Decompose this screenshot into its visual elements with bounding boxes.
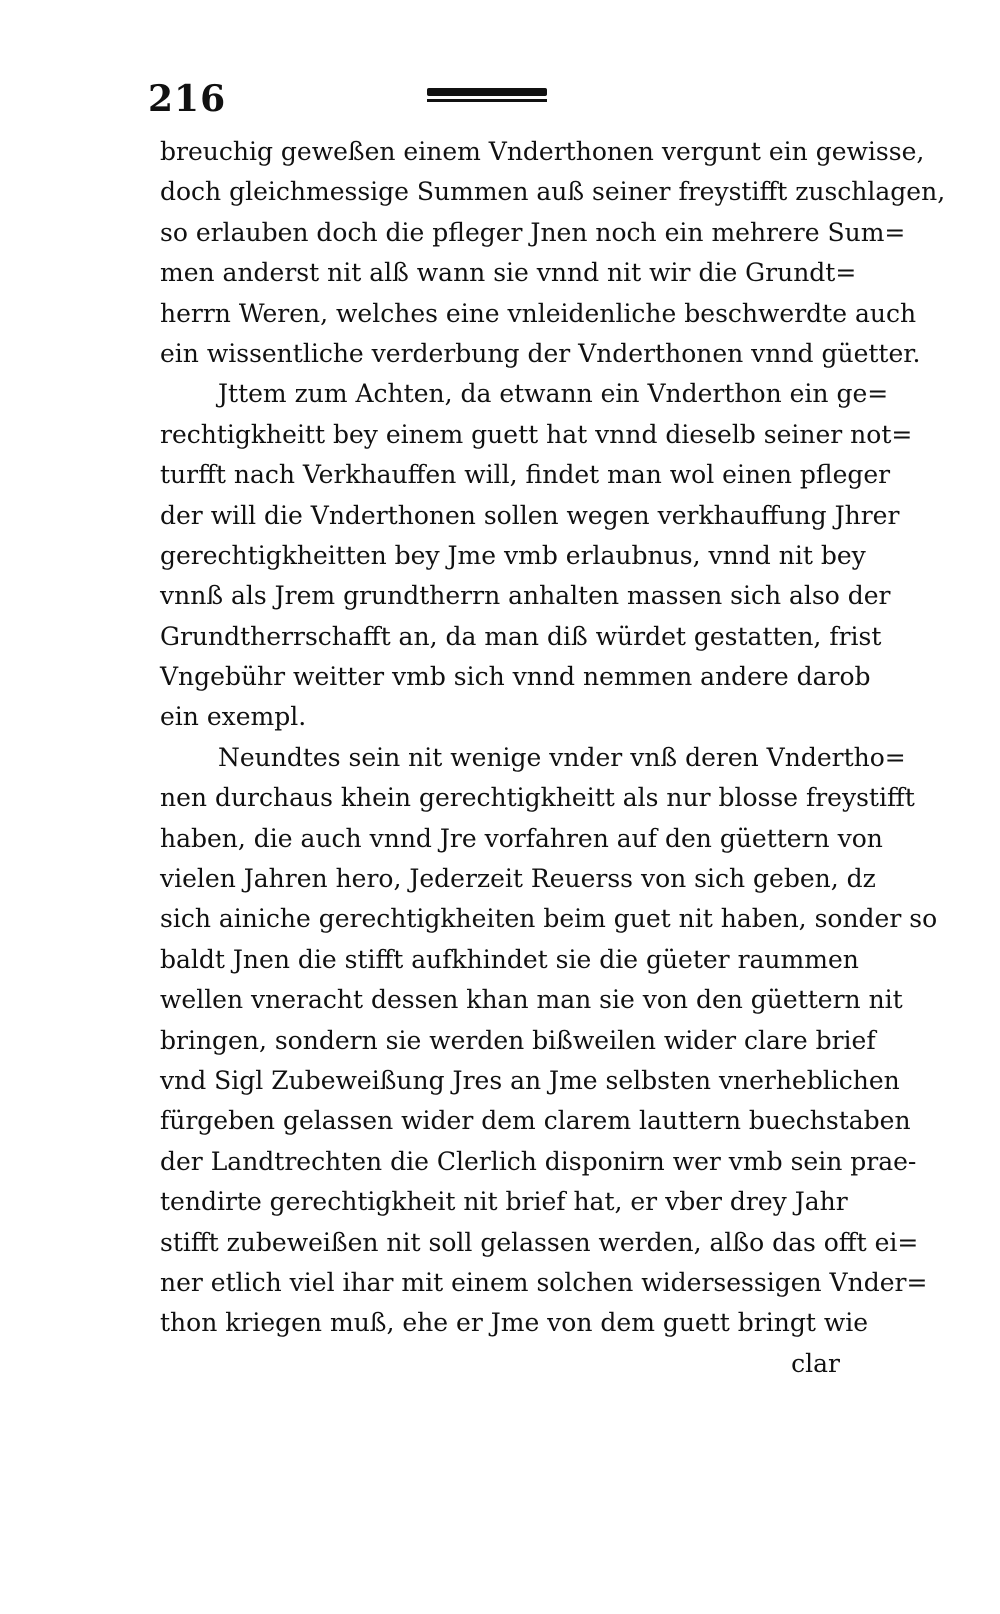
text-line: vnnß als Jrem grundtherrn anhalten massen sich also der [160, 581, 891, 611]
text-line: baldt Jnen die stifft aufkhindet sie die güeter raummen [160, 944, 859, 974]
text-line: tendirte gerechtigkheit nit brief hat, er vber drey Jahr [160, 1187, 848, 1217]
text-line: doch gleichmessige Summen auß seiner freystifft zuschlagen, [160, 177, 946, 207]
text-line: ner etlich viel ihar mit einem solchen widersessigen Vnder= [160, 1267, 928, 1297]
paragraph-start-line: Neundtes sein nit wenige vnder vnß deren Vndertho= [218, 742, 906, 772]
text-line: breuchig geweßen einem Vnderthonen vergunt ein gewisse, [160, 137, 925, 166]
text-line: haben, die auch vnnd Jre vorfahren auf den güettern von [160, 823, 883, 853]
text-line: men anderst nit alß wann sie vnnd nit wir die Grundt= [160, 258, 857, 288]
text-line: turfft nach Verkhauffen will, findet man wol einen pfleger [160, 460, 891, 490]
text-line: sich ainiche gerechtigkheiten beim guet nit haben, sonder so [160, 904, 938, 934]
text-line: fürgeben gelassen wider dem clarem lauttern buechstaben [160, 1106, 911, 1136]
text-line: gerechtigkheitten bey Jme vmb erlaubnus, vnnd nit bey [160, 540, 866, 570]
text-line: vielen Jahren hero, Jederzeit Reuerss von sich geben, dz [160, 864, 876, 894]
text-line: vnd Sigl Zubeweißung Jres an Jme selbsten vnerheblichen [160, 1065, 900, 1095]
text-line: so erlauben doch die pfleger Jnen noch ein mehrere Sum= [160, 217, 906, 247]
text-line: rechtigkheitt bey einem guett hat vnnd dieselb seiner not= [160, 419, 913, 449]
body-text [160, 132, 946, 1384]
text-line: der Landtrechten die Clerlich disponirn wer vmb sein prae- [160, 1146, 917, 1176]
catchword: clar [791, 1348, 840, 1378]
paragraph-start-line: Jttem zum Achten, da etwann ein Vnderthon ein ge= [218, 379, 889, 409]
text-line: ein wissentliche verderbung der Vnderthonen vnnd güetter. [160, 338, 921, 368]
text-line: Grundtherrschafft an, da man diß würdet gestatten, frist [160, 621, 882, 651]
paragraph-end-line: ein exempl. [160, 702, 307, 732]
header-ornament-rule [427, 88, 547, 104]
text-line: bringen, sondern sie werden bißweilen wider clare brief [160, 1025, 876, 1055]
text-line: Vngebühr weitter vmb sich vnnd nemmen andere darob [160, 662, 871, 692]
text-line: herrn Weren, welches eine vnleidenliche beschwerdte auch [160, 298, 917, 328]
page-number: 216 [148, 78, 227, 120]
text-line: stifft zubeweißen nit soll gelassen werden, alßo das offt ei= [160, 1227, 919, 1257]
text-line: der will die Vnderthonen sollen wegen verkhauffung Jhrer [160, 500, 900, 530]
header-rule-thick [427, 88, 547, 96]
text-line: nen durchaus khein gerechtigkheitt als nur blosse freystifft [160, 783, 915, 813]
text-line: wellen vneracht dessen khan man sie von den güettern nit [160, 985, 903, 1015]
header-rule-thin [427, 99, 547, 102]
text-line: thon kriegen muß, ehe er Jme von dem guett bringt wie [160, 1308, 869, 1338]
